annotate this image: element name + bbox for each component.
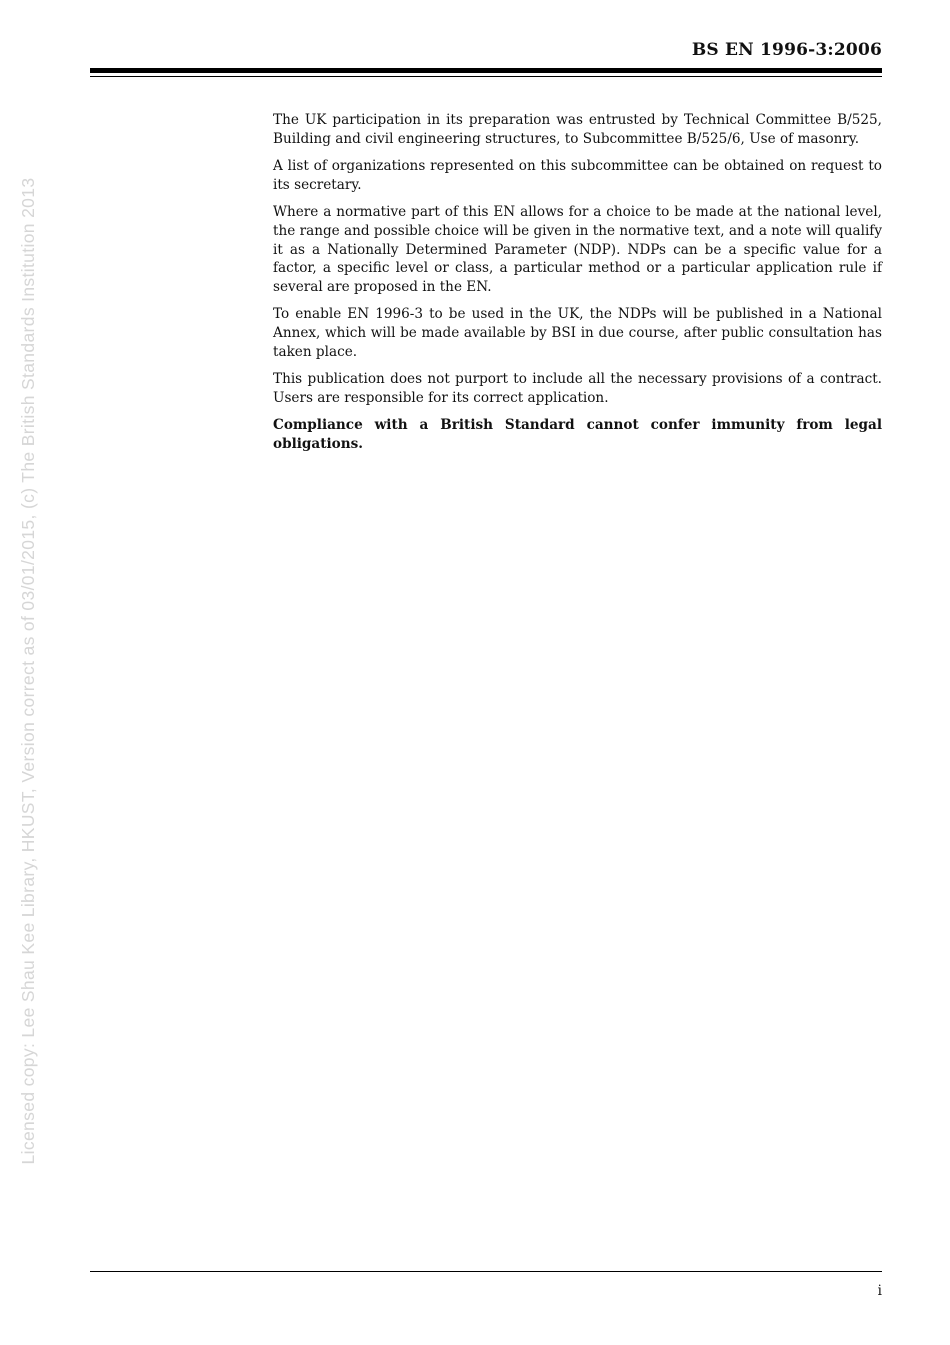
page-number: i <box>877 1283 882 1299</box>
paragraph-organizations-list: A list of organizations represented on this subcommittee can be obtained on request to its secretary. <box>273 158 882 193</box>
paragraph-ndp-explanation: Where a normative part of this EN allows for a choice to be made at the national level, the range and possible choice will be given in the normative text, and a note will qualify it as a Nationally Determined Parameter (NDP). NDPs can be a specific value for a factor, a specific level or class, a particular method or a particular application rule if several are proposed in the EN. <box>273 204 882 295</box>
paragraph-uk-participation: The UK participation in its preparation was entrusted by Technical Committee B/525, Building and civil engineering structures, to Subcommittee B/525/6, Use of masonry. <box>273 112 882 147</box>
header-rule-thin <box>90 76 882 77</box>
header-rule-thick <box>90 68 882 73</box>
paragraph-national-annex: To enable EN 1996-3 to be used in the UK, the NDPs will be published in a National Annex, which will be made available by BSI in due course, after public consultation has taken place. <box>273 306 882 360</box>
body-text <box>273 111 882 463</box>
licence-watermark: Licensed copy: Lee Shau Kee Library, HKUST, Version correct as of 03/01/2015, (c) The British Standards Institution 2013 <box>18 177 38 1165</box>
page-header-standard-id: BS EN 1996-3:2006 <box>691 40 882 60</box>
compliance-statement: Compliance with a British Standard cannot confer immunity from legal obligations. <box>273 417 882 452</box>
paragraph-contract-provisions: This publication does not purport to include all the necessary provisions of a contract. Users are responsible for its correct application. <box>273 371 882 406</box>
footer-rule <box>90 1271 882 1272</box>
